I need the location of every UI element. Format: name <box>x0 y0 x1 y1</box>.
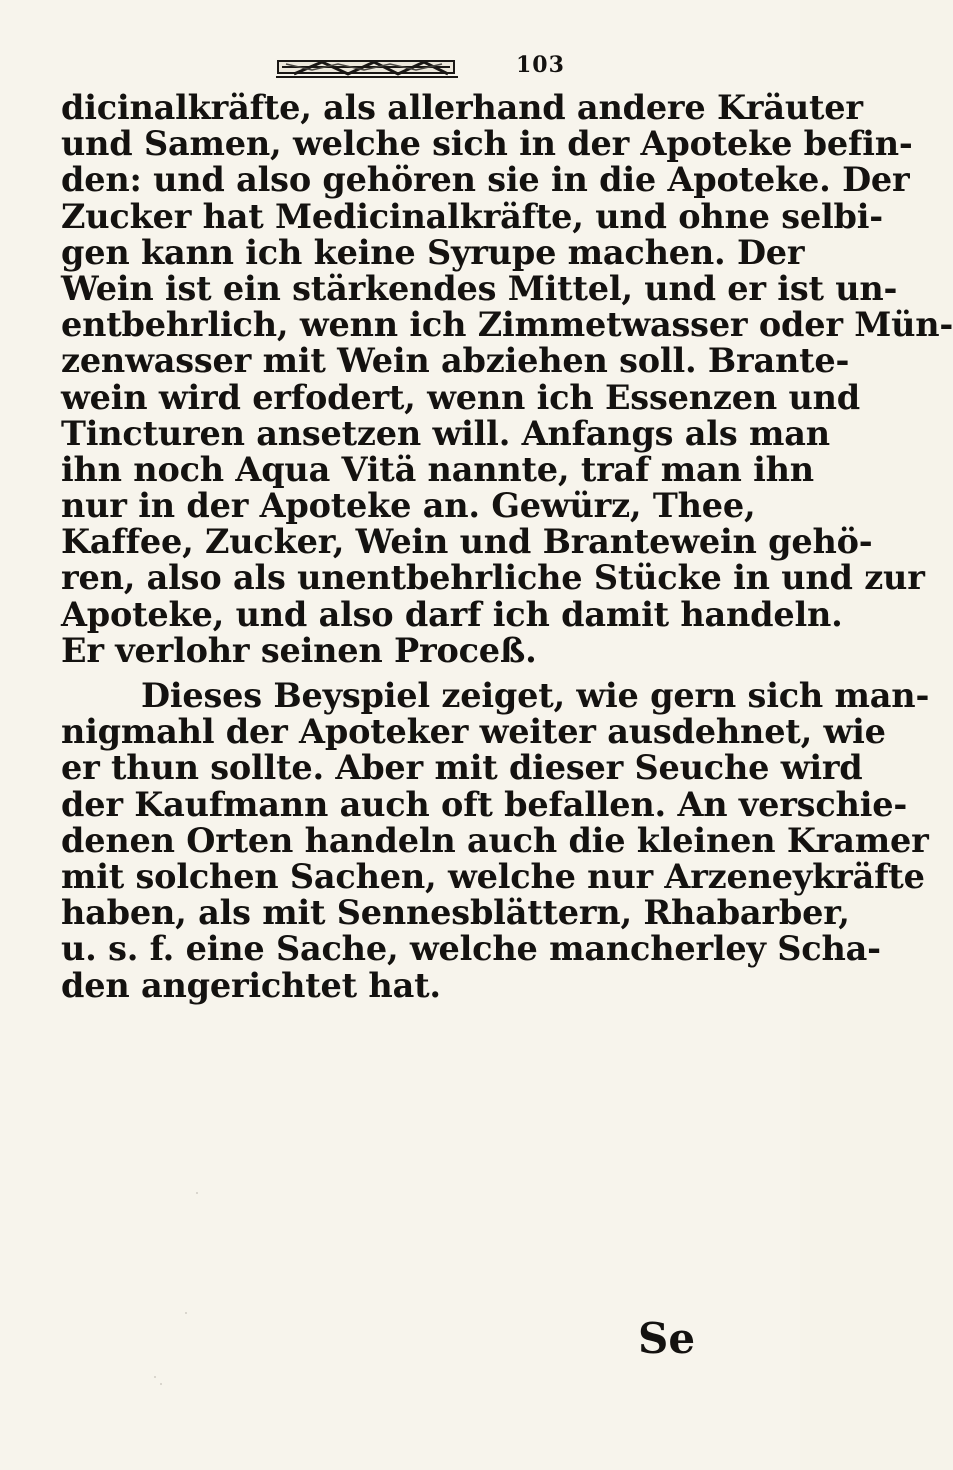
paper-speck <box>196 1192 198 1194</box>
text-line: mit solchen Sachen, welche nur Arzeneykräfte <box>61 856 925 896</box>
paragraph-1 <box>61 88 953 670</box>
text-line: gen kann ich keine Syrupe machen. Der <box>61 232 805 272</box>
paper-speck <box>185 1312 187 1314</box>
header-ornament-icon <box>272 52 462 86</box>
body-text <box>61 88 953 1005</box>
text-line: nigmahl der Apoteker weiter ausdehnet, wie <box>61 712 886 752</box>
text-line: ren, also als unentbehrliche Stücke in und zur <box>61 558 925 598</box>
text-line: und Samen, welche sich in der Apoteke befin- <box>61 124 913 164</box>
text-line: denen Orten handeln auch die kleinen Kramer <box>61 820 929 860</box>
text-line: Dieses Beyspiel zeiget, wie gern sich man- <box>141 676 930 715</box>
text-line: ihn noch Aqua Vitä nannte, traf man ihn <box>61 449 814 489</box>
paper-speck <box>154 1376 156 1378</box>
text-line: nur in der Apoteke an. Gewürz, Thee, <box>61 486 756 526</box>
text-line: Er verlohr seinen Proceß. <box>61 630 537 670</box>
text-line: zenwasser mit Wein abziehen soll. Brante- <box>61 341 850 381</box>
catchword: Se <box>638 1314 696 1363</box>
text-line: entbehrlich, wenn ich Zimmetwasser oder Mün- <box>61 305 953 345</box>
text-line: der Kaufmann auch oft befallen. An verschie- <box>61 784 908 824</box>
text-line: den: und also gehören sie in die Apoteke. Der <box>61 160 910 200</box>
text-line: Tincturen ansetzen will. Anfangs als man <box>61 413 830 453</box>
paper-speck <box>160 1383 162 1385</box>
page-number: 103 <box>516 52 565 78</box>
text-line: haben, als mit Sennesblättern, Rhabarber, <box>61 893 850 933</box>
text-line: Wein ist ein stärkendes Mittel, und er ist un- <box>61 268 898 308</box>
text-line: den angerichtet hat. <box>61 965 441 1005</box>
text-line: dicinalkräfte, als allerhand andere Kräuter <box>61 88 863 127</box>
text-line: wein wird erfodert, wenn ich Essenzen und <box>61 377 860 417</box>
text-line: er thun sollte. Aber mit dieser Seuche wird <box>61 748 863 788</box>
text-line: Apoteke, und also darf ich damit handeln. <box>61 594 843 634</box>
text-line: Zucker hat Medicinalkräfte, und ohne selbi- <box>61 196 883 236</box>
paragraph-2 <box>61 676 930 1005</box>
text-line: u. s. f. eine Sache, welche mancherley Scha- <box>61 929 881 969</box>
text-line: Kaffee, Zucker, Wein und Brantewein gehö- <box>61 522 873 562</box>
